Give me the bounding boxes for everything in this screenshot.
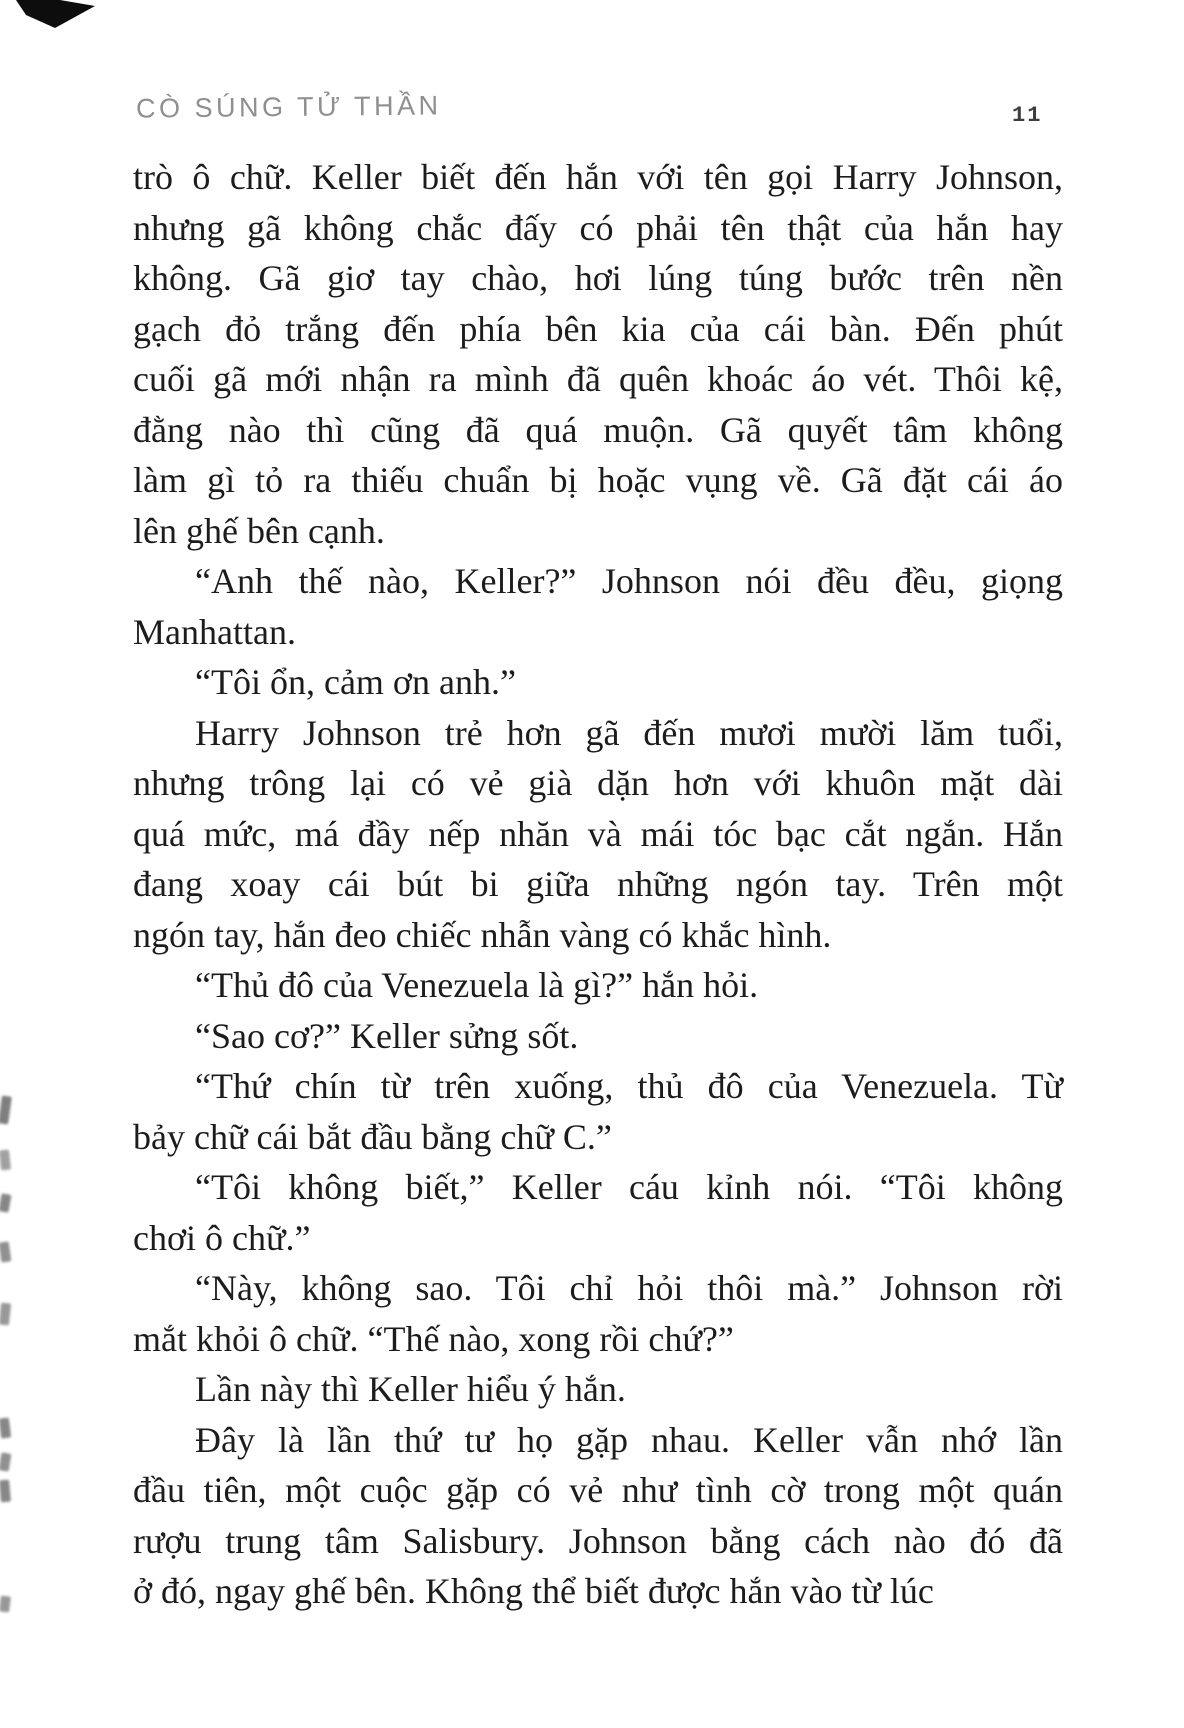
page-edge-artifact bbox=[0, 1417, 11, 1438]
text-line: “Tôi không biết,” Keller cáu kỉnh nói. “Tôi không bbox=[195, 1167, 1063, 1207]
text-line: làm gì tỏ ra thiếu chuẩn bị hoặc vụng về. Gã đặt cái áo bbox=[133, 460, 1063, 500]
page-edge-artifact bbox=[0, 1241, 11, 1262]
page-edge-artifact bbox=[0, 1452, 11, 1471]
page-number: 11 bbox=[1012, 103, 1043, 128]
paragraph bbox=[133, 1415, 1063, 1617]
text-line: gạch đỏ trắng đến phía bên kia của cái bàn. Đến phút bbox=[133, 308, 1063, 349]
running-head-title: CÒ SÚNG TỬ THẦN bbox=[135, 90, 442, 124]
text-line: chơi ô chữ.” bbox=[133, 1217, 311, 1258]
text-line: nhưng trông lại có vẻ già dặn hơn với khuôn mặt dài bbox=[133, 763, 1063, 803]
text-line: “Sao cơ?” Keller sửng sốt. bbox=[195, 1015, 579, 1056]
page-edge-artifact bbox=[0, 1480, 11, 1503]
text-line: bảy chữ cái bắt đầu bằng chữ C.” bbox=[133, 1116, 612, 1157]
paragraph bbox=[133, 152, 1063, 556]
paragraph bbox=[133, 1011, 1063, 1062]
paragraph bbox=[133, 1364, 1063, 1415]
text-line: rượu trung tâm Salisbury. Johnson bằng cách nào đó đã bbox=[133, 1520, 1063, 1561]
page-edge-artifact bbox=[0, 1595, 11, 1612]
paragraph bbox=[133, 960, 1063, 1011]
text-line: Harry Johnson trẻ hơn gã đến mươi mười lăm tuổi, bbox=[195, 712, 1063, 753]
paragraph bbox=[133, 1162, 1063, 1263]
text-line: không. Gã giơ tay chào, hơi lúng túng bước trên nền bbox=[133, 258, 1063, 298]
text-line: ngón tay, hắn đeo chiếc nhẫn vàng có khắc hình. bbox=[133, 914, 832, 955]
text-line: quá mức, má đầy nếp nhăn và mái tóc bạc cắt ngắn. Hắn bbox=[133, 813, 1063, 854]
text-line: cuối gã mới nhận ra mình đã quên khoác áo vét. Thôi kệ, bbox=[133, 359, 1063, 399]
text-line: “Anh thế nào, Keller?” Johnson nói đều đều, giọng bbox=[195, 561, 1063, 601]
page-edge-artifact bbox=[0, 1150, 11, 1171]
text-line: trò ô chữ. Keller biết đến hắn với tên gọi Harry Johnson, bbox=[133, 157, 1063, 197]
text-line: Lần này thì Keller hiểu ý hắn. bbox=[195, 1369, 626, 1409]
text-line: đằng nào thì cũng đã quá muộn. Gã quyết tâm không bbox=[133, 409, 1063, 450]
text-line: đầu tiên, một cuộc gặp có vẻ như tình cờ trong một quán bbox=[133, 1470, 1063, 1510]
page-edge-artifact bbox=[0, 1095, 12, 1124]
text-line: nhưng gã không chắc đấy có phải tên thật của hắn hay bbox=[133, 207, 1063, 248]
text-line: mắt khỏi ô chữ. “Thế nào, xong rồi chứ?” bbox=[133, 1318, 734, 1359]
paragraph bbox=[133, 708, 1063, 961]
text-line: Manhattan. bbox=[133, 611, 296, 652]
text-line: đang xoay cái bút bi giữa những ngón tay. Trên một bbox=[133, 864, 1063, 904]
text-line: lên ghế bên cạnh. bbox=[133, 510, 385, 551]
paragraph bbox=[133, 657, 1063, 708]
page-body bbox=[133, 152, 1063, 1617]
scan-corner-artifact bbox=[0, 0, 120, 40]
text-line: ở đó, ngay ghế bên. Không thể biết được hắn vào từ lúc bbox=[133, 1571, 934, 1611]
paragraph bbox=[133, 556, 1063, 657]
text-line: “Thứ chín từ trên xuống, thủ đô của Venezuela. Từ bbox=[195, 1066, 1063, 1106]
paragraph bbox=[133, 1263, 1063, 1364]
text-line: Đây là lần thứ tư họ gặp nhau. Keller vẫn nhớ lần bbox=[195, 1419, 1063, 1460]
text-line: “Này, không sao. Tôi chỉ hỏi thôi mà.” Johnson rời bbox=[195, 1268, 1063, 1308]
text-line: “Tôi ổn, cảm ơn anh.” bbox=[195, 662, 516, 702]
paragraph bbox=[133, 1061, 1063, 1162]
text-line: “Thủ đô của Venezuela là gì?” hắn hỏi. bbox=[195, 965, 759, 1005]
page-edge-artifact bbox=[0, 1193, 11, 1212]
page-edge-artifact bbox=[0, 1303, 11, 1326]
